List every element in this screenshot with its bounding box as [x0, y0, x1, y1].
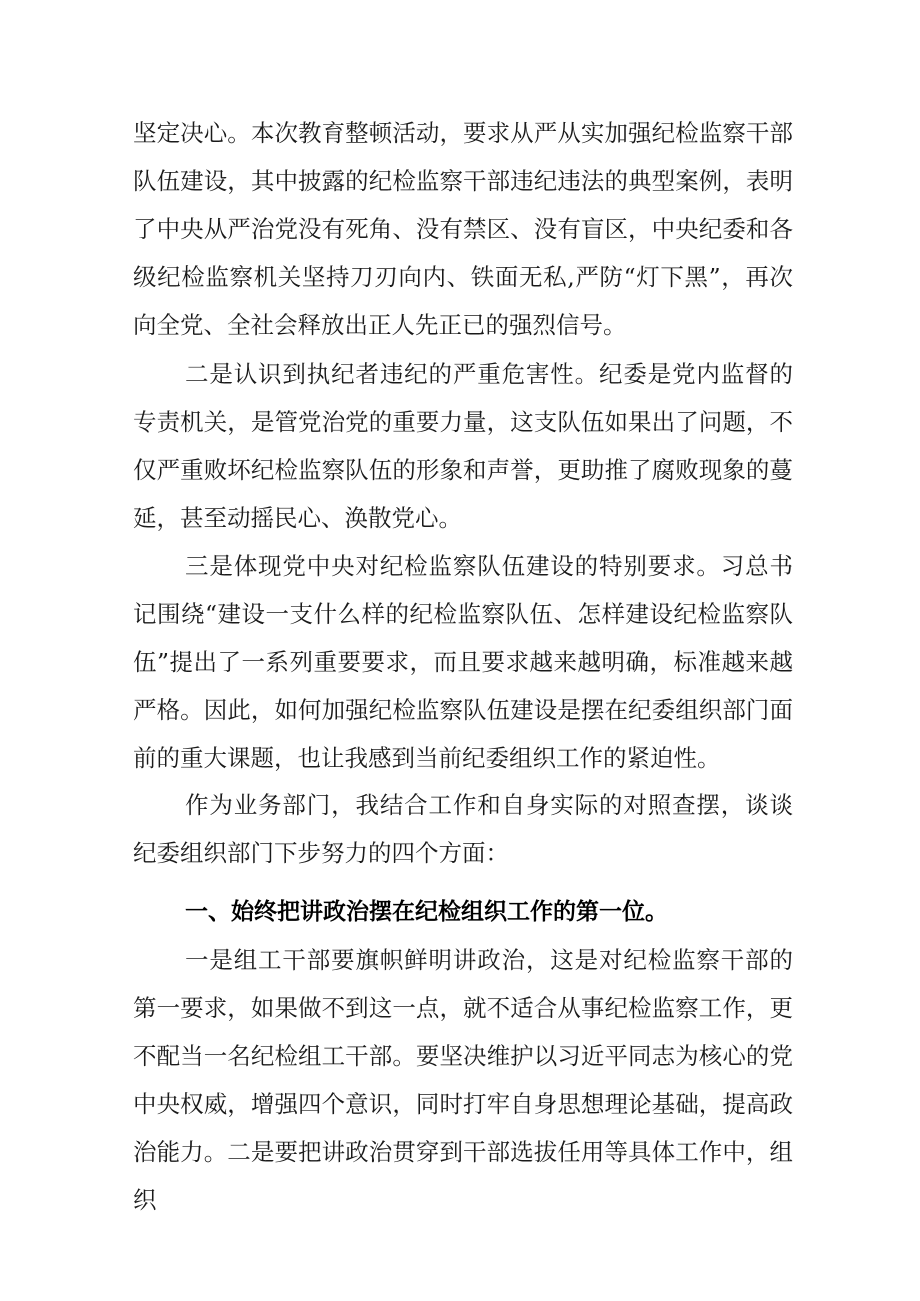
paragraph-introduction: 作为业务部门，我结合工作和自身实际的对照查摆，谈谈纪委组织部门下步努力的四个方面： [133, 791, 793, 867]
paragraph-section-one: 一是组工干部要旗帜鲜明讲政治，这是对纪检监察干部的第一要求，如果做不到这一点，就不适合从事纪检监察工作，更不配当一名纪检组工干部。要坚决维护以习近平同志为核心的党中央权威，增强四个意识，同时打牢自身思想理论基础，提高政治能力。二是要把讲政治贯穿到干部选拔任用等具体工作中，组织 [133, 946, 793, 1214]
paragraph-third-point: 三是体现党中央对纪检监察队伍建设的特别要求。习总书记围绕“建设一支什么样的纪检监察队伍、怎样建设纪检监察队伍”提出了一系列重要要求，而且要求越来越明确，标准越来越严格。因此，如何加强纪检监察队伍建设是摆在纪委组织部门面前的重大课题，也让我感到当前纪委组织工作的紧迫性。 [133, 552, 793, 772]
paragraph-second-point: 二是认识到执纪者违纪的严重危害性。纪委是党内监督的专责机关，是管党治党的重要力量，这支队伍如果出了问题，不仅严重败坏纪检监察队伍的形象和声誉，更助推了腐败现象的蔓延，甚至动摇民心、涣散党心。 [133, 360, 793, 532]
section-heading: 一、始终把讲政治摆在纪检组织工作的第一位。 [185, 899, 668, 925]
paragraph-continuation: 坚定决心。本次教育整顿活动，要求从严从实加强纪检监察干部队伍建设，其中披露的纪检监察干部违纪违法的典型案例，表明了中央从严治党没有死角、没有禁区、没有盲区，中央纪委和各级纪检监察机关坚持刀刃向内、铁面无私,严防“灯下黑”，再次向全党、全社会释放出正人先正已的强烈信号。 [133, 119, 793, 339]
